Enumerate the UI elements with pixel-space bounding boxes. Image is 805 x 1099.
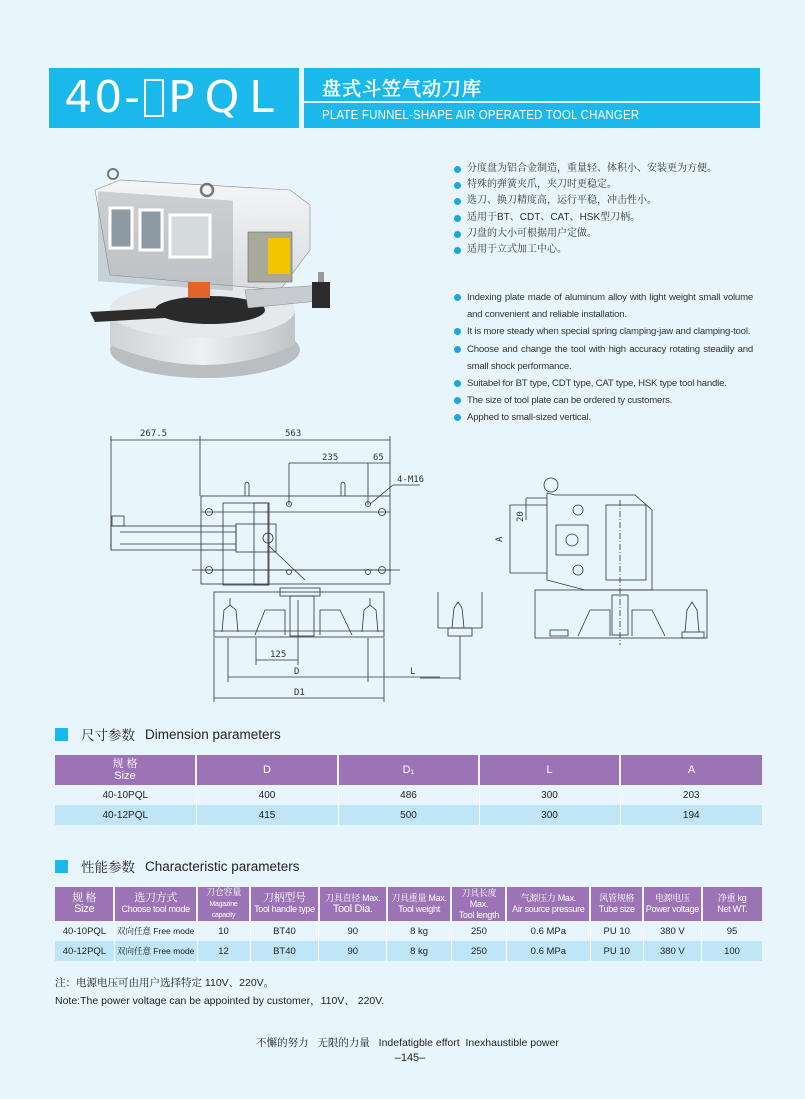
header-d: D: [196, 755, 338, 785]
front-view-drawing: [90, 420, 440, 710]
product-photo: [80, 160, 360, 385]
table-row: 40-12PQL 415 500 300 194: [55, 805, 762, 825]
side-view-drawing: [420, 460, 720, 690]
dimension-table: [55, 755, 762, 825]
feature-en-item: Suitabel for BT type, CDT type, CAT type, HSK type tool handle.: [453, 375, 753, 392]
svg-text:20: 20: [516, 511, 526, 522]
feature-en-item: It is more steady when special spring clamping-jaw and clamping-tool.: [453, 323, 753, 340]
feature-cn-item: 选刀、换刀精度高，运行平稳，冲击性小。: [453, 193, 753, 209]
svg-text:235: 235: [322, 453, 339, 463]
section-marker-icon: [55, 860, 68, 873]
feature-en-item: Indexing plate made of aluminum alloy with light weight small volume and convenient and reliable installation.: [453, 289, 753, 323]
feature-cn-item: 分度盘为铝合金制造，重量轻、体积小、安装更为方便。: [453, 161, 753, 177]
section-marker-icon: [55, 728, 68, 741]
svg-text:A: A: [495, 536, 505, 542]
feature-cn-item: 适用于立式加工中心。: [453, 242, 753, 258]
dimension-section-title: 尺寸参数 Dimension parameters: [55, 724, 281, 744]
feature-en-item: Apphed to small-sized vertical.: [453, 409, 753, 426]
note-en: Note:The power voltage can be appointed by customer，110V、 220V.: [55, 995, 385, 1007]
svg-text:125: 125: [270, 650, 287, 660]
feature-cn-item: 适用于BT、CDT、CAT、HSK型刀柄。: [453, 210, 753, 226]
svg-text:65: 65: [373, 453, 384, 463]
feature-en-item: The size of tool plate can be ordered ty customers.: [453, 392, 753, 409]
svg-text:L: L: [410, 667, 416, 677]
table-row: 40-12PQL 双向任意 Free mode 12 BT40 90 8 kg 250 0.6 MPa PU 10 380 V 100: [55, 941, 762, 961]
banner-divider: [304, 101, 760, 103]
header-l: L: [479, 755, 620, 785]
characteristic-table: [55, 887, 762, 961]
title-en: PLATE FUNNEL-SHAPE AIR OPERATED TOOL CHANGER: [322, 108, 640, 122]
feature-cn-item: 刀盘的大小可根据用户定做。: [453, 226, 753, 242]
dim-563: 563: [285, 429, 302, 439]
features-list-cn: [453, 161, 753, 258]
characteristic-section-title: 性能参数 Characteristic parameters: [55, 856, 300, 876]
header-a: A: [620, 755, 762, 785]
svg-text:D1: D1: [294, 688, 305, 698]
feature-en-item: Choose and change the tool with high accuracy rotating steadily and small shock performance.: [453, 341, 753, 375]
note-cn: 注：电源电压可由用户选择特定 110V、220V。: [55, 977, 275, 989]
table-header-row: 规 格 Size 选刀方式 Choose tool mode 刀仓容量 Magazine capacity 刀柄型号 Tool handle type 刀具直径 Max. Tool Dia. 刀具重量 Max. Tool weight 刀具长度 Max. Tool length 气源压力 Max. Air source pressure 风管规格 Tube size 电源电压 Power voltage 净重 kg Net WT.: [55, 887, 762, 921]
footer-slogan: 不懈的努力 无限的力量 Indefatigble effort Inexhaustible power: [256, 1037, 559, 1049]
model-banner: [49, 68, 299, 128]
table-row: 40-10PQL 400 486 300 203: [55, 785, 762, 805]
page-number: –145–: [394, 1052, 426, 1064]
title-cn: 盘式斗笠气动刀库: [322, 79, 483, 100]
header-size: 规 格 Size: [55, 755, 196, 785]
model-prefix: 40-: [64, 72, 143, 123]
table-header-row: [55, 755, 762, 785]
title-banner: [304, 68, 760, 128]
features-list-en: [453, 289, 753, 427]
svg-text:4-M16: 4-M16: [397, 475, 425, 485]
svg-text:D: D: [294, 667, 300, 677]
placeholder-box-icon: [144, 79, 164, 117]
feature-cn-item: 特殊的弹簧夹爪，夹刀时更稳定。: [453, 177, 753, 193]
table-row: 40-10PQL 双向任意 Free mode 10 BT40 90 8 kg 250 0.6 MPa PU 10 380 V 95: [55, 921, 762, 941]
dim-267-5: 267.5: [140, 429, 168, 439]
model-suffix: PQL: [168, 72, 284, 123]
header-d1: D₁: [338, 755, 479, 785]
